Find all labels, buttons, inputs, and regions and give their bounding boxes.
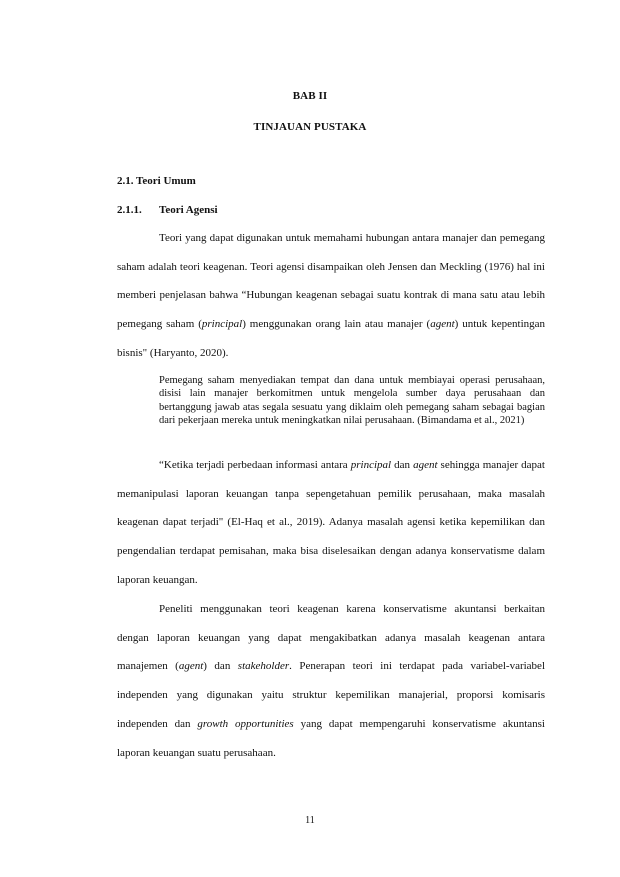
paragraph-2: “Ketika terjadi perbedaan informasi antara principal dan agent sehingga manajer dapat memanipulasi laporan keuangan tanpa sepengetahuan pemilik perusahaan, maka masalah keagenan dapat terjadi" (El-Haq et al., 2019). Adanya masalah agensi ketika kepemilikan dan pengendalian terdapat pemisahan, maka bisa diselesaikan dengan adanya konservatisme dalam laporan keuangan. [117,459,545,586]
page-number: 11 [305,815,315,826]
section-heading: 2.1. Teori Umum [117,175,196,187]
paragraph-1: Teori yang dapat digunakan untuk memahami hubungan antara manajer dan pemegang saham adalah teori keagenan. Teori agensi disampaikan oleh Jensen dan Meckling (1976) hal ini memberi penjelasan bahwa “Hubungan keagenan sebagai suatu kontrak di mana satu atau lebih pemegang saham (principal) menggunakan orang lain atau manajer (agent) untuk kepentingan bisnis" (Haryanto, 2020). [117,232,546,359]
chapter-number: BAB II [292,90,328,102]
block-quote: Pemegang saham menyediakan tempat dan dana untuk membiayai operasi perusahaan, disisi lain manajer berkomitmen untuk mengelola sumber daya perusahaan dan bertanggung jawab atas segala sesuatu yang diklaim oleh pemegang saham sebagai bagian dari pekerjaan mereka untuk meningkatkan nilai perusahaan. (Bimandama et al., 2021) [159,375,545,426]
subsection-number: 2.1.1. [117,204,142,216]
subsection-title: Teori Agensi [159,204,218,216]
paragraph-3: Peneliti menggunakan teori keagenan karena konservatisme akuntansi berkaitan dengan laporan keuangan yang dapat mengakibatkan adanya masalah keagenan antara manajemen (agent) dan stakeholder. Penerapan teori ini terdapat pada variabel-variabel independen yang digunakan yaitu struktur kepemilikan manajerial, proporsi komisaris independen dan growth opportunities yang dapat mempengaruhi konservatisme akuntansi laporan keuangan suatu perusahaan. [117,603,545,759]
subsection-heading [117,204,218,216]
chapter-title: TINJAUAN PUSTAKA [253,121,367,133]
